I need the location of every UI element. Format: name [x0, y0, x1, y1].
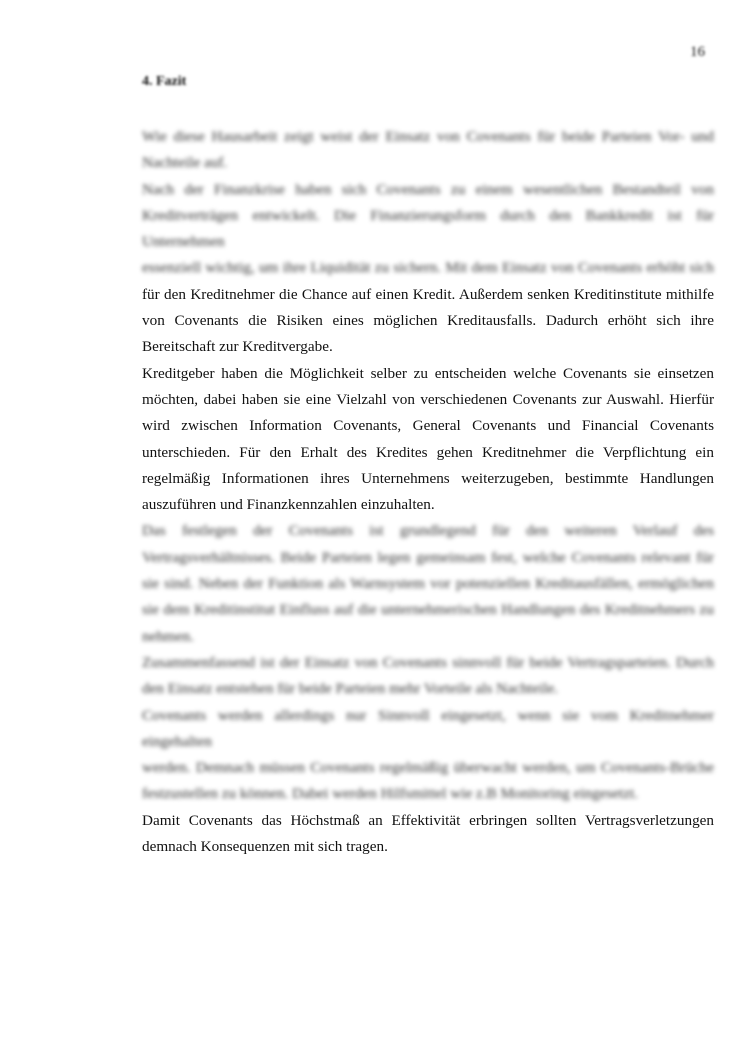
- text-line: Wie diese Hausarbeit zeigt weist der Einsatz von Covenants für beide Parteien Vor- und: [142, 128, 714, 145]
- text-line: Vertragsverhältnisses. Beide Parteien legen gemeinsam fest, welche Covenants relevant für: [142, 548, 714, 566]
- paragraph-4: [142, 518, 714, 649]
- text-line: nehmen.: [142, 627, 194, 645]
- text-line: möchten, dabei haben sie eine Vielzahl von verschiedenen Covenants zur Auswahl. Hierfür: [142, 390, 714, 408]
- text-line: Nachteile auf.: [142, 154, 228, 172]
- text-line: den Einsatz entstehen für beide Parteien mehr Vorteile als Nachteile.: [142, 680, 559, 698]
- section-heading: 4. Fazit: [142, 74, 187, 89]
- text-line: essenziell wichtig, um ihre Liquidität zu sichern. Mit dem Einsatz von Covenants erhöht sich: [142, 259, 714, 277]
- text-line: Covenants werden allerdings nur Sinnvoll eingesetzt, wenn sie vom Kreditnehmer eingehalten: [142, 706, 714, 750]
- text-line: wird zwischen Information Covenants, General Covenants und Financial Covenants: [142, 417, 714, 435]
- text-line: werden. Demnach müssen Covenants regelmäßig überwacht werden, um Covenants-Brüche: [142, 759, 714, 777]
- paragraph-5: [142, 650, 714, 703]
- page-number: 16: [690, 44, 705, 60]
- paragraph-1: [142, 124, 714, 177]
- document-body: [142, 124, 714, 860]
- paragraph-6: [142, 703, 714, 808]
- text-line: Nach der Finanzkrise haben sich Covenants zu einem wesentlichen Bestandteil von: [142, 180, 714, 198]
- paragraph-3: [142, 361, 714, 519]
- text-line: für den Kreditnehmer die Chance auf einen Kredit. Außerdem senken Kreditinstitute mithilfe: [142, 285, 714, 303]
- text-line: von Covenants die Risiken eines möglichen Kreditausfalls. Dadurch erhöht sich ihre: [142, 312, 714, 330]
- text-line: Kreditgeber haben die Möglichkeit selber zu entscheiden welche Covenants sie einsetzen: [142, 364, 714, 382]
- text-line: auszuführen und Finanzkennzahlen einzuhalten.: [142, 496, 435, 514]
- text-line: sie dem Kreditinstitut Einfluss auf die unternehmerischen Handlungen des Kreditnehmers zu: [142, 601, 714, 619]
- text-line: Zusammenfassend ist der Einsatz von Covenants sinnvoll für beide Vertragsparteien. Durch: [142, 653, 714, 671]
- text-line: sie sind. Neben der Funktion als Warnsystem vor potenziellen Kreditausfällen, ermöglichen: [142, 575, 714, 593]
- text-line: unterschieden. Für den Erhalt des Kredites gehen Kreditnehmer die Verpflichtung ein: [142, 443, 714, 461]
- text-line: demnach Konsequenzen mit sich tragen.: [142, 838, 388, 856]
- text-line: festzustellen zu können. Dabei werden Hilfsmittel wie z.B Monitoring eingesetzt.: [142, 785, 638, 803]
- paragraph-7: [142, 808, 714, 861]
- text-line: Kreditverträgen entwickelt. Die Finanzierungsform durch den Bankkredit ist für Unternehmen: [142, 206, 714, 251]
- text-line: Damit Covenants das Höchstmaß an Effektivität erbringen sollten Vertragsverletzungen: [142, 811, 714, 829]
- text-line: Bereitschaft zur Kreditvergabe.: [142, 338, 333, 356]
- paragraph-2: [142, 177, 714, 361]
- text-line: Das festlegen der Covenants ist grundlegend für den weiteren Verlauf des: [142, 522, 714, 540]
- text-line: regelmäßig Informationen ihres Unternehmens weiterzugeben, bestimmte Handlungen: [142, 469, 714, 487]
